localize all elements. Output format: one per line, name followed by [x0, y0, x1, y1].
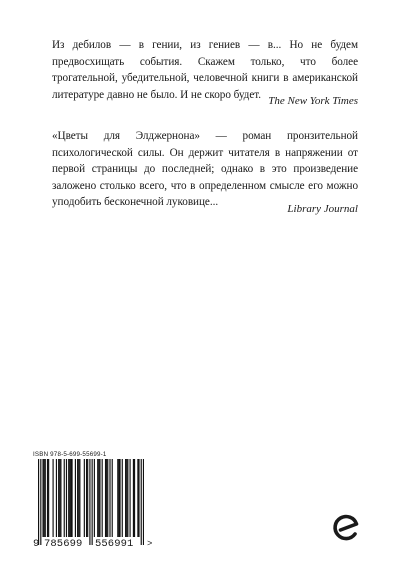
barcode-bar	[75, 459, 76, 537]
barcode-bar	[69, 459, 70, 537]
eksmo-e-logo-icon	[331, 513, 361, 543]
barcode-right-digits: 556991	[95, 538, 134, 550]
barcode-bar	[125, 459, 126, 537]
barcode-bar	[48, 459, 49, 537]
barcode-bar	[112, 459, 113, 537]
barcode-bar	[87, 459, 88, 537]
barcode-bar	[47, 459, 48, 537]
review-quote-2: «Цветы для Элджернона» — роман пронзительной психологической силы. Он держит читателя в напряжении от первой страницы до последней; однако в это произведение заложено столько всего, что в определенном смысле его можно уподобить бесконечной луковице...	[52, 130, 358, 209]
barcode-bar	[94, 459, 95, 537]
barcode-bar	[71, 459, 72, 537]
barcode-bar	[70, 459, 71, 537]
barcode-bar	[66, 459, 67, 537]
barcode-bar	[97, 459, 98, 537]
barcode-bar	[84, 459, 85, 537]
barcode-bar	[143, 459, 144, 545]
barcode-bar	[106, 459, 107, 537]
barcode-bar	[117, 459, 118, 537]
barcode-bar	[53, 459, 54, 537]
barcode-bar	[45, 459, 46, 537]
barcode-bar	[102, 459, 103, 537]
barcode-bar	[79, 459, 80, 537]
barcode-bar	[105, 459, 106, 537]
barcode-quiet-zone-mark: >	[147, 539, 153, 549]
barcode-bar	[98, 459, 99, 537]
review-quote-1: Из дебилов — в гении, из гениев — в... Но не будем предвосхищать события. Скажем только, что более трогательной, убедительной, человечной книги в американской литературе давно не было. И не скоро будет.	[52, 39, 358, 101]
isbn-label: ISBN 978-5-699-55699-1	[33, 451, 107, 458]
barcode-bar	[138, 459, 139, 537]
barcode-bar	[40, 459, 41, 545]
barcode-bar	[38, 459, 39, 545]
barcode-bar	[109, 459, 110, 537]
barcode-left-digits: 785699	[44, 538, 83, 550]
barcode-bar	[78, 459, 79, 537]
review-source-1: The New York Times	[268, 95, 358, 107]
barcode-bar	[56, 459, 57, 537]
barcode-bar	[42, 459, 43, 537]
barcode-bar	[44, 459, 45, 537]
barcode-bar	[122, 459, 123, 537]
isbn-barcode	[33, 459, 157, 551]
barcode-bar	[119, 459, 120, 537]
barcode-bar	[60, 459, 61, 537]
barcode-bar	[129, 459, 130, 537]
barcode-lead-digit: 9	[33, 538, 40, 550]
barcode-bar	[134, 459, 135, 537]
barcode-bar	[133, 459, 134, 537]
barcode-bar	[137, 459, 138, 537]
barcode-bar	[99, 459, 100, 537]
barcode-bar	[118, 459, 119, 537]
barcode-bar	[64, 459, 65, 537]
barcode-bar	[89, 459, 90, 545]
barcode-bar	[68, 459, 69, 537]
barcode-bar	[77, 459, 78, 537]
barcode-bar	[92, 459, 93, 545]
barcode-bar	[107, 459, 108, 537]
barcode-bar	[59, 459, 60, 537]
barcode-bar	[86, 459, 87, 537]
barcode-bars	[38, 459, 144, 547]
review-source-2: Library Journal	[287, 203, 358, 215]
barcode-bar	[141, 459, 142, 545]
barcode-bar	[126, 459, 127, 537]
barcode-bar	[58, 459, 59, 537]
barcode-bar	[127, 459, 128, 537]
